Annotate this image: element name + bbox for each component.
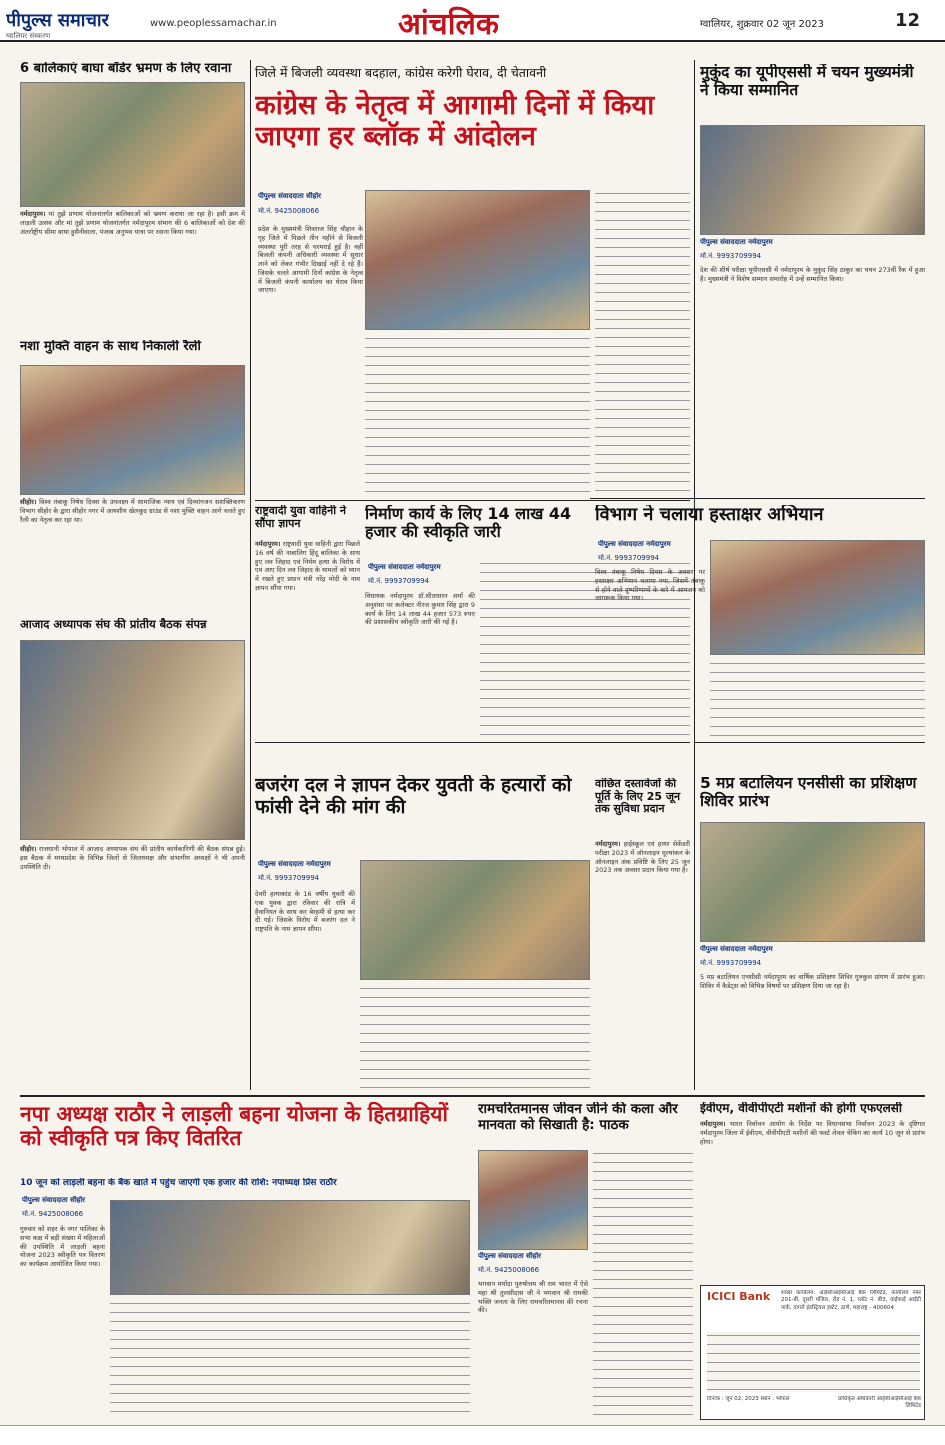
section-divider	[20, 1095, 925, 1097]
story-photo	[478, 1150, 588, 1250]
story-text: नर्मदापुरम। राष्ट्रवादी युवा वाहिनी द्वारा पिछले 16 वर्ष की नाबालिग हिंदू बालिका के साथ हुए लव जिहाद एवं निर्मम हत्या के विरोध में एवं आए दिन लव जिहाद के मामलों को ध्यान में रखते हुए प्रधान मंत्री नरेंद्र मोदी के नाम ज्ञापन सौंपा गया।	[255, 540, 360, 592]
mobile-number: मो.नं. 9993709994	[258, 874, 320, 882]
section-title: आंचलिक	[398, 7, 499, 42]
section-divider	[695, 742, 925, 743]
story-headline: नशा मुक्ति वाहन के साथ निकाली रैली	[20, 340, 201, 354]
bank-logo: ICICI Bank	[707, 1290, 771, 1303]
masthead	[0, 0, 945, 42]
story-headline: वांछित दस्तावेजों की पूर्ति के लिए 25 जून तक सुविधा प्रदान	[595, 778, 681, 816]
story-photo	[110, 1200, 470, 1295]
column-divider	[250, 60, 251, 1090]
ad-date: दिनांक : जून 02, 2023 स्थान : भोपाल	[707, 1396, 790, 1402]
story-text: विधायक नर्मदापुरम डॉ.सीतासरन शर्मा की अनुशंसा पर कलेक्टर नीरज कुमार सिंह द्वारा 9 कार्य के लिए 14 लाख 44 हजार 573 रुपए की प्रशासकीय स्वीकृति जारी की गई है।	[365, 592, 475, 627]
story-headline: कांग्रेस के नेतृत्व में आगामी दिनों में किया जाएगा हर ब्लॉक में आंदोलन	[255, 90, 655, 153]
story-text: देवरी हत्याकांड के 16 वर्षीय युवती की एक युवक द्वारा रविवार की रात्रि में हैवानियत के साथ कर बेरहमी से हत्या कर दी गई। जिसके विरोध में बजरंग दल ने राष्ट्रपति के नाम ज्ञापन सौंपा।	[255, 890, 355, 934]
website-url[interactable]: www.peoplessamachar.in	[150, 18, 277, 29]
ad-signature: प्राधिकृत अधिकारी आईसीआईसीआई बैंक लिमिटेड	[838, 1396, 921, 1410]
story-text-continued	[110, 1300, 470, 1420]
story-kicker: जिले में बिजली व्यवस्था बदहाल, कांग्रेस करेगी घेराव, दी चेतावनी	[255, 66, 547, 80]
story-photo	[365, 190, 590, 330]
story-text-continued	[365, 335, 590, 495]
byline: पीपुल्स संवाददाता नर्मदापुरम	[258, 860, 331, 868]
story-text-continued	[593, 1150, 693, 1420]
story-text: प्रदेश के मुख्यमंत्री शिवराज सिंह चौहान के गृह जिले में पिछले तीन महीने से बिजली व्यवस्था पूरी तरह से चरमराई हुई है। वहीं बिजली कंपनी अधिकारी व्यवस्था में सुधार लाने को लेकर गंभीर दिखाई नहीं दे रहे हैं। जिसके चलते आगामी दिनों कांग्रेस के नेतृत्व में बिजली कंपनी कार्यालय का घेराव किया जाएगा।	[258, 225, 363, 295]
story-text: सीहोर। राजधानी भोपाल में आजाद अध्यापक संघ की प्रांतीय कार्यकारिणी की बैठक संपन्न हुई। इस बैठक में मध्यप्रदेश के विभिन्न जिलों से जिलाध्यक्ष और संभागीय अध्यक्षों ने भी अपनी उपस्थिति दी।	[20, 845, 245, 871]
story-headline: निर्माण कार्य के लिए 14 लाख 44 हजार की स्वीकृति जारी	[365, 505, 572, 542]
bank-notice-ad	[700, 1285, 925, 1420]
newspaper-brand: पीपुल्स समाचार ग्वालियर संस्करण	[6, 10, 109, 40]
byline: पीपुल्स संवाददाता सीहोर	[22, 1196, 86, 1204]
byline: पीपुल्स संवाददाता नर्मदापुरम	[700, 238, 773, 246]
mobile-number: मो.नं. 9993709994	[598, 554, 660, 562]
story-photo	[700, 125, 925, 235]
ad-body	[707, 1332, 920, 1392]
story-photo	[20, 640, 245, 840]
mobile-number: मो.नं. 9425008066	[258, 207, 320, 215]
section-divider	[255, 742, 690, 743]
page-footer	[0, 1425, 945, 1445]
story-text: गुरुवार को शहर के नगर पालिका के सभा कक्ष में बड़ी संख्या में महिलाओं की उपस्थिति में लाड़ली बहना योजना 2023 स्वीकृति पत्र वितरण का कार्यक्रम आयोजित किया गया।	[20, 1225, 105, 1269]
byline: पीपुल्स संवाददाता नर्मदापुरम	[598, 540, 671, 548]
story-photo	[20, 365, 245, 495]
story-text-continued	[710, 660, 925, 738]
story-headline: ईवीएम, वीवीपीएटी मशीनों की होगी एफएलसी	[700, 1102, 902, 1115]
story-headline: 5 मप्र बटालियन एनसीसी का प्रशिक्षण शिविर प्रारंभ	[700, 775, 917, 810]
story-text: नर्मदापुरम। मां तुझे प्रणाम योजनांतर्गत बालिकाओं को भ्रमण कराया जा रहा है। इसी क्रम में लाड़ली उत्सव और मां तुझे प्रणाम योजनांतर्गत नर्मदापुरम संभाग की 6 बालिकाओं को देश की अंतर्राष्ट्रीय सीमा बाघा हुसैनीवाला, पंजाब अनुभव यात्रा पर रवाना किया गया।	[20, 210, 245, 236]
story-text: 5 मप्र बटालियन एनसीसी नर्मदापुरम का वार्षिक प्रशिक्षण शिविर गुरुकुल प्रांगण में प्रारंभ हुआ। शिविर में कैडेट्स को विभिन्न विषयों पर प्रशिक्षण दिया जा रहा है।	[700, 973, 925, 990]
section-divider	[255, 500, 690, 501]
story-photo	[360, 860, 590, 980]
story-headline: राष्ट्रवादी युवा वाहिनी ने सौंपा ज्ञापन	[255, 505, 346, 530]
story-photo	[20, 82, 245, 207]
story-text-continued	[595, 190, 690, 495]
story-photo	[710, 540, 925, 655]
story-text: देश की शीर्ष परीक्षा यूपीएससी में नर्मदापुरम के मुकुंद सिंह ठाकुर का चयन 273वीं रैंक में हुआ है। मुख्यमंत्री ने विशेष सम्मान समारोह में उन्हें सम्मानित किया।	[700, 266, 925, 283]
story-subhead: 10 जून को लाड़ली बहना के बैंक खाते में पहुंच जाएगी एक हजार की राशि: नपाध्यक्ष प्रिंस राठौर	[20, 1178, 337, 1188]
story-headline: विभाग ने चलाया हस्ताक्षर अभियान	[595, 505, 824, 525]
story-headline: बजरंग दल ने ज्ञापन देकर युवती के हत्यारों को फांसी देने की मांग की	[255, 775, 572, 818]
story-headline: आजाद अध्यापक संघ की प्रांतीय बैठक संपन्न	[20, 618, 207, 631]
story-text-continued	[360, 985, 590, 1090]
story-text: नर्मदापुरम। भारत निर्वाचन आयोग के निर्देश पर विधानसभा निर्वाचन 2023 के दृष्टिगत नर्मदापुरम जिला में ईवीएम, वीवीपीएटी मशीनों की फर्स्ट लेवल चेकिंग का कार्य 10 जून से प्रारंभ होगा।	[700, 1120, 925, 1146]
mobile-number: मो.नं. 9425008066	[478, 1266, 540, 1274]
byline: पीपुल्स संवाददाता नर्मदापुरम	[700, 945, 773, 953]
byline: पीपुल्स संवाददाता सीहोर	[258, 192, 322, 200]
story-text: भगवान मर्यादा पुरुषोत्तम श्री राम भारत में ऐसे महा श्री तुलसीदास जी ने भगवान श्री रामकी भक्ति जनता के लिए रामचरितमानस की रचना की।	[478, 1280, 588, 1315]
story-headline: रामचरितमानस जीवन जीने की कला और मानवता को सिखाती है: पाठक	[478, 1102, 678, 1133]
mobile-number: मो.नं. 9993709994	[700, 252, 762, 260]
byline: पीपुल्स संवाददाता नर्मदापुरम	[368, 563, 441, 571]
mobile-number: मो.नं. 9993709994	[368, 577, 430, 585]
ad-address: शाखा कार्यालय: आईसीआईसीआई बैंक लिमिटेड, कार्यालय नंबर 201-बी, दूसरी मंजिल, रोड नं. 1, प्लॉट नं. बी3, वाईफाई आईटी पार्क, वागले इंडस्ट्रियल इस्टेट, ठाणे, महाराष्ट्र - 400604	[781, 1290, 921, 1311]
byline: पीपुल्स संवाददाता सीहोर	[478, 1252, 542, 1260]
story-headline: मुकुंद का यूपीएससी में चयन मुख्यमंत्री ने किया सम्मानित	[700, 64, 914, 99]
mobile-number: मो.नं. 9993709994	[700, 959, 762, 967]
story-headline: 6 बालिकाएं बाघा बॉर्डर भ्रमण के लिए रवाना	[20, 62, 232, 76]
story-photo	[700, 822, 925, 942]
story-text: सीहोर। विश्व तंबाकू निषेध दिवस के उपलक्ष्य में सामाजिक न्याय एवं दिव्यांगजन सशक्तिकरण विभाग सीहोर के द्वारा सीहोर नगर में आयशीय खेलकूद ग्राउंड से नशा मुक्ति वाहन आगे चलते हुए रैली का नेतृत्व कर रहा था।	[20, 498, 245, 524]
story-text: नर्मदापुरम। हाईस्कूल एवं हायर सेकेंडरी परीक्षा 2023 में ऑनलाइन मूल्यांकन के ऑनलाइन अंक प्रविष्टि के लिए 25 जून 2023 तक अवसर प्रदान किया गया है।	[595, 840, 690, 875]
section-divider	[590, 498, 925, 499]
story-text: विश्व तंबाकू निषेध दिवस के अवसर पर हस्ताक्षर अभियान चलाया गया, जिसमें तंबाकू से होने वाले दुष्परिणामों के बारे में आमजन को जागरूक किया गया।	[595, 568, 705, 603]
issue-date: ग्वालियर, शुक्रवार 02 जून 2023	[700, 19, 824, 30]
mobile-number: मो.नं. 9425008066	[22, 1210, 84, 1218]
story-headline: नपा अध्यक्ष राठौर ने लाड़ली बहना योजना के हितग्राहियों को स्वीकृति पत्र किए वितरित	[20, 1102, 448, 1151]
page-number: 12	[895, 10, 921, 31]
